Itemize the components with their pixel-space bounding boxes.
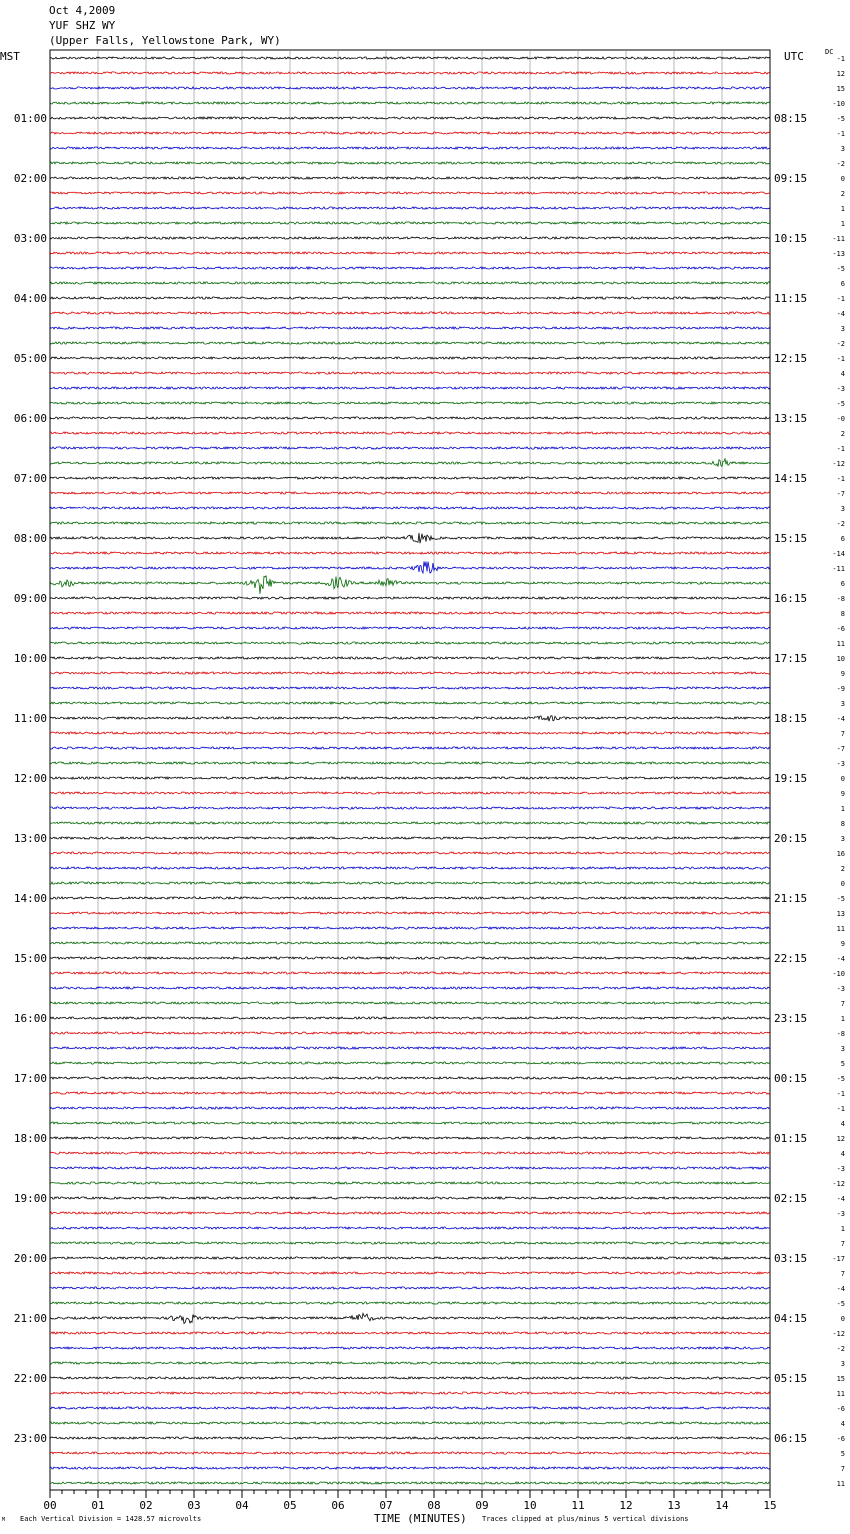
mst-hour-label: 11:00 <box>13 712 47 725</box>
utc-hour-label: 23:15 <box>774 1012 808 1025</box>
mst-hour-label: 02:00 <box>13 172 47 185</box>
mst-hour-label: 06:00 <box>13 412 47 425</box>
mst-hour-label: 19:00 <box>13 1192 47 1205</box>
trace-line <box>50 102 770 104</box>
dc-offset-label: -5 <box>836 115 845 123</box>
x-tick-label: 02 <box>139 1499 153 1512</box>
trace-line <box>50 597 770 599</box>
dc-offset-label: 5 <box>840 1060 845 1068</box>
trace-line <box>50 1302 770 1304</box>
trace-line <box>50 207 770 209</box>
dc-offset-label: -0 <box>836 415 845 423</box>
mst-hour-label: 05:00 <box>13 352 47 365</box>
trace-line <box>50 297 770 299</box>
trace-line <box>50 1017 770 1019</box>
trace-line <box>50 1047 770 1049</box>
utc-hour-label: 05:15 <box>774 1372 808 1385</box>
mst-hour-label: 01:00 <box>13 112 47 125</box>
trace-line <box>50 417 770 419</box>
trace-line <box>50 372 770 374</box>
utc-hour-label: 22:15 <box>774 952 808 965</box>
trace-line <box>50 1407 770 1409</box>
dc-offset-label: -3 <box>836 385 845 393</box>
dc-offset-label: -3 <box>836 1165 845 1173</box>
dc-offset-label: -5 <box>836 400 845 408</box>
mst-hour-label: 15:00 <box>13 952 47 965</box>
trace-line <box>50 1287 770 1289</box>
trace-line <box>50 792 770 794</box>
dc-offset-label: -4 <box>836 955 845 963</box>
trace-line <box>50 1092 770 1094</box>
trace-line <box>50 1377 770 1379</box>
dc-offset-label: 3 <box>840 1360 845 1368</box>
utc-hour-label: 08:15 <box>774 112 808 125</box>
trace-line <box>50 492 770 494</box>
trace-line <box>50 222 770 224</box>
utc-hour-label: 21:15 <box>774 892 808 905</box>
dc-offset-label: 10 <box>836 655 845 663</box>
trace-line <box>50 327 770 329</box>
dc-offset-label: -12 <box>832 1180 845 1188</box>
trace-line <box>50 1122 770 1124</box>
trace-line <box>50 987 770 989</box>
dc-offset-label: -12 <box>832 1330 845 1338</box>
trace-line <box>50 1002 770 1004</box>
trace-line <box>50 117 770 119</box>
trace-line <box>50 882 770 884</box>
trace-line <box>50 1107 770 1109</box>
trace-line <box>50 657 770 659</box>
x-tick-label: 01 <box>91 1499 105 1512</box>
trace-line <box>50 912 770 914</box>
utc-hour-label: 06:15 <box>774 1432 808 1445</box>
dc-offset-label: -6 <box>836 1405 845 1413</box>
trace-line <box>50 1467 770 1469</box>
trace-line <box>50 1313 770 1323</box>
trace-line <box>50 927 770 929</box>
x-tick-label: 13 <box>667 1499 681 1512</box>
trace-line <box>50 72 770 74</box>
utc-hour-label: 10:15 <box>774 232 808 245</box>
dc-offset-label: 1 <box>840 1225 845 1233</box>
seismogram-traces <box>50 57 770 1484</box>
trace-line <box>50 282 770 284</box>
dc-offset-label: 11 <box>836 640 845 648</box>
mst-hour-label: 08:00 <box>13 532 47 545</box>
time-axis <box>43 1490 776 1512</box>
right-timezone-label: UTC <box>784 50 804 63</box>
dc-offset-label: 3 <box>840 1045 845 1053</box>
trace-line <box>50 687 770 689</box>
dc-offset-label: 2 <box>840 190 845 198</box>
dc-offset-label: -2 <box>836 160 845 168</box>
dc-offset-label: -5 <box>836 895 845 903</box>
trace-line <box>50 357 770 359</box>
dc-offset-label: 7 <box>840 1000 845 1008</box>
station-code: YUF SHZ WY <box>49 19 116 32</box>
trace-line <box>50 177 770 179</box>
trace-line <box>50 627 770 629</box>
utc-hour-label: 16:15 <box>774 592 808 605</box>
dc-offset-label: 9 <box>840 790 845 798</box>
mst-hour-label: 14:00 <box>13 892 47 905</box>
dc-offset-label: -4 <box>836 1285 845 1293</box>
dc-offset-label: -8 <box>836 595 845 603</box>
x-tick-label: 00 <box>43 1499 57 1512</box>
dc-offset-label: 12 <box>836 70 845 78</box>
trace-line <box>50 342 770 344</box>
x-tick-label: 11 <box>571 1499 585 1512</box>
footer-corner-mark: M <box>2 1517 6 1523</box>
trace-line <box>50 807 770 809</box>
dc-offset-label: 1 <box>840 220 845 228</box>
utc-hour-label: 20:15 <box>774 832 808 845</box>
left-timezone-label: MST <box>0 50 20 63</box>
dc-offset-label: 4 <box>840 1120 845 1128</box>
trace-line <box>50 777 770 779</box>
dc-offset-label: 8 <box>840 610 845 618</box>
dc-offset-label: -10 <box>832 970 845 978</box>
dc-offset-label: -1 <box>836 55 845 63</box>
dc-offset-label: 7 <box>840 730 845 738</box>
trace-line <box>50 522 770 524</box>
trace-line <box>50 1332 770 1334</box>
dc-offset-label: 15 <box>836 85 845 93</box>
trace-line <box>50 957 770 959</box>
trace-line <box>50 1452 770 1454</box>
trace-line <box>50 1347 770 1349</box>
mst-hour-label: 17:00 <box>13 1072 47 1085</box>
dc-offset-label: -1 <box>836 295 845 303</box>
trace-line <box>50 1032 770 1034</box>
trace-line <box>50 852 770 854</box>
trace-line <box>50 1227 770 1229</box>
dc-offset-label: -1 <box>836 355 845 363</box>
trace-line <box>50 477 770 479</box>
trace-line <box>50 387 770 389</box>
dc-offset-label: 11 <box>836 925 845 933</box>
dc-offset-label: 4 <box>840 1420 845 1428</box>
x-tick-label: 14 <box>715 1499 729 1512</box>
dc-offset-label: -4 <box>836 1195 845 1203</box>
dc-offset-label: 3 <box>840 835 845 843</box>
utc-hour-label: 09:15 <box>774 172 808 185</box>
trace-line <box>50 1392 770 1394</box>
dc-offset-label: -2 <box>836 520 845 528</box>
x-tick-label: 10 <box>523 1499 537 1512</box>
trace-line <box>50 1062 770 1064</box>
trace-line <box>50 1182 770 1184</box>
dc-offset-label: -1 <box>836 475 845 483</box>
trace-line <box>50 237 770 239</box>
x-tick-label: 07 <box>379 1499 393 1512</box>
dc-offset-label: 0 <box>840 175 845 183</box>
dc-offset-label: -5 <box>836 1075 845 1083</box>
x-axis-title: TIME (MINUTES) <box>374 1512 467 1525</box>
trace-line <box>50 837 770 839</box>
dc-offset-label: -14 <box>832 550 845 558</box>
dc-offset-label: 11 <box>836 1390 845 1398</box>
trace-line <box>50 1482 770 1484</box>
x-tick-label: 08 <box>427 1499 441 1512</box>
mst-hour-label: 22:00 <box>13 1372 47 1385</box>
dc-offset-label: 15 <box>836 1375 845 1383</box>
dc-offset-label: -17 <box>832 1255 845 1263</box>
dc-offset-label: -3 <box>836 1210 845 1218</box>
x-tick-label: 15 <box>763 1499 777 1512</box>
trace-line <box>50 312 770 314</box>
trace-line <box>50 132 770 134</box>
dc-offset-label: -5 <box>836 265 845 273</box>
dc-offset-label: -11 <box>832 565 845 573</box>
dc-offset-label: 12 <box>836 1135 845 1143</box>
dc-offset-label: 11 <box>836 1480 845 1488</box>
dc-offset-label: 6 <box>840 580 845 588</box>
mst-hour-label: 23:00 <box>13 1432 47 1445</box>
trace-line <box>50 747 770 749</box>
trace-line <box>50 897 770 899</box>
x-tick-label: 04 <box>235 1499 249 1512</box>
dc-offset-label: 1 <box>840 205 845 213</box>
x-tick-label: 03 <box>187 1499 201 1512</box>
dc-offset-label: -1 <box>836 130 845 138</box>
trace-line <box>50 533 770 543</box>
dc-offset-label: 0 <box>840 1315 845 1323</box>
trace-line <box>50 1362 770 1364</box>
dc-offset-label: 8 <box>840 820 845 828</box>
utc-hour-label: 14:15 <box>774 472 808 485</box>
trace-line <box>50 822 770 824</box>
mst-hour-label: 16:00 <box>13 1012 47 1025</box>
utc-hour-label: 15:15 <box>774 532 808 545</box>
dc-offset-label: 0 <box>840 880 845 888</box>
dc-offset-label: 16 <box>836 850 845 858</box>
dc-offset-label: -7 <box>836 745 845 753</box>
trace-line <box>50 147 770 149</box>
station-location: (Upper Falls, Yellowstone Park, WY) <box>49 34 281 47</box>
dc-offset-label: -12 <box>832 460 845 468</box>
trace-line <box>50 507 770 509</box>
trace-line <box>50 267 770 269</box>
trace-line <box>50 1152 770 1154</box>
trace-line <box>50 1257 770 1259</box>
trace-line <box>50 432 770 434</box>
dc-offset-label: 6 <box>840 280 845 288</box>
trace-line <box>50 1077 770 1079</box>
trace-line <box>50 252 770 254</box>
trace-line <box>50 576 770 594</box>
dc-offset-label: 13 <box>836 910 845 918</box>
dc-offset-label: -6 <box>836 1435 845 1443</box>
dc-offset-label: -1 <box>836 1105 845 1113</box>
trace-line <box>50 459 770 467</box>
vertical-scale-note: Each Vertical Division = 1428.57 microvolts <box>20 1515 202 1523</box>
dc-offset-label: -2 <box>836 1345 845 1353</box>
utc-hour-label: 04:15 <box>774 1312 808 1325</box>
trace-line <box>50 1137 770 1139</box>
trace-line <box>50 1197 770 1199</box>
dc-offset-label: -4 <box>836 715 845 723</box>
dc-offset-label: 7 <box>840 1270 845 1278</box>
dc-offset-label: -5 <box>836 1300 845 1308</box>
trace-line <box>50 57 770 59</box>
dc-offset-label: 0 <box>840 775 845 783</box>
trace-line <box>50 972 770 974</box>
dc-offset-label: 1 <box>840 1015 845 1023</box>
trace-line <box>50 1212 770 1214</box>
dc-offset-label: -3 <box>836 985 845 993</box>
dc-offset-label: -8 <box>836 1030 845 1038</box>
trace-line <box>50 762 770 764</box>
mst-hour-label: 18:00 <box>13 1132 47 1145</box>
dc-offset-label: 4 <box>840 1150 845 1158</box>
dc-offset-label: 5 <box>840 1450 845 1458</box>
x-tick-label: 05 <box>283 1499 297 1512</box>
dc-offset-label: -1 <box>836 1090 845 1098</box>
dc-offset-label: -13 <box>832 250 845 258</box>
trace-line <box>50 1242 770 1244</box>
mst-hour-label: 04:00 <box>13 292 47 305</box>
mst-hour-label: 12:00 <box>13 772 47 785</box>
trace-line <box>50 402 770 404</box>
dc-offset-label: -9 <box>836 685 845 693</box>
dc-offset-label: 3 <box>840 700 845 708</box>
mst-hour-label: 20:00 <box>13 1252 47 1265</box>
trace-line <box>50 1437 770 1439</box>
mst-hour-label: 07:00 <box>13 472 47 485</box>
dc-offset-label: 7 <box>840 1465 845 1473</box>
dc-offset-label: 3 <box>840 145 845 153</box>
trace-line <box>50 732 770 734</box>
dc-offset-label: 1 <box>840 805 845 813</box>
trace-line <box>50 162 770 164</box>
trace-line <box>50 612 770 614</box>
mst-hour-label: 21:00 <box>13 1312 47 1325</box>
dc-offset-label: -2 <box>836 340 845 348</box>
utc-hour-label: 01:15 <box>774 1132 808 1145</box>
dc-offset-label: 3 <box>840 505 845 513</box>
dc-offset-label: -3 <box>836 760 845 768</box>
trace-line <box>50 87 770 89</box>
trace-line <box>50 867 770 869</box>
dc-offset-label: -11 <box>832 235 845 243</box>
trace-line <box>50 716 770 721</box>
trace-line <box>50 672 770 674</box>
dc-offset-label: 9 <box>840 670 845 678</box>
utc-hour-label: 17:15 <box>774 652 808 665</box>
trace-line <box>50 561 770 573</box>
dc-offset-label: 6 <box>840 535 845 543</box>
trace-line <box>50 1272 770 1274</box>
utc-hour-label: 18:15 <box>774 712 808 725</box>
dc-offset-label: -4 <box>836 310 845 318</box>
trace-line <box>50 552 770 554</box>
clip-note: Traces clipped at plus/minus 5 vertical divisions <box>482 1515 689 1523</box>
x-tick-label: 12 <box>619 1499 633 1512</box>
utc-hour-label: 03:15 <box>774 1252 808 1265</box>
trace-line <box>50 1167 770 1169</box>
dc-offset-label: 3 <box>840 325 845 333</box>
utc-hour-label: 12:15 <box>774 352 808 365</box>
trace-line <box>50 642 770 644</box>
mst-hour-label: 10:00 <box>13 652 47 665</box>
utc-hour-label: 11:15 <box>774 292 808 305</box>
dc-offset-label: -7 <box>836 490 845 498</box>
plot-date: Oct 4,2009 <box>49 4 116 17</box>
dc-offset-label: 2 <box>840 865 845 873</box>
mst-hour-label: 09:00 <box>13 592 47 605</box>
dc-offset-label: 7 <box>840 1240 845 1248</box>
dc-offset-label: -10 <box>832 100 845 108</box>
dc-offset-label: -1 <box>836 445 845 453</box>
utc-hour-label: 19:15 <box>774 772 808 785</box>
x-tick-label: 06 <box>331 1499 345 1512</box>
mst-hour-label: 13:00 <box>13 832 47 845</box>
utc-hour-label: 00:15 <box>774 1072 808 1085</box>
utc-hour-label: 02:15 <box>774 1192 808 1205</box>
trace-line <box>50 702 770 704</box>
dc-offset-label: 2 <box>840 430 845 438</box>
trace-line <box>50 942 770 944</box>
dc-offset-label: 4 <box>840 370 845 378</box>
mst-hour-label: 03:00 <box>13 232 47 245</box>
x-tick-label: 09 <box>475 1499 489 1512</box>
trace-line <box>50 1422 770 1424</box>
trace-line <box>50 447 770 449</box>
dc-offset-label: -6 <box>836 625 845 633</box>
trace-line <box>50 192 770 194</box>
dc-offset-header: DC <box>825 48 834 56</box>
utc-hour-label: 13:15 <box>774 412 808 425</box>
dc-offset-label: 9 <box>840 940 845 948</box>
